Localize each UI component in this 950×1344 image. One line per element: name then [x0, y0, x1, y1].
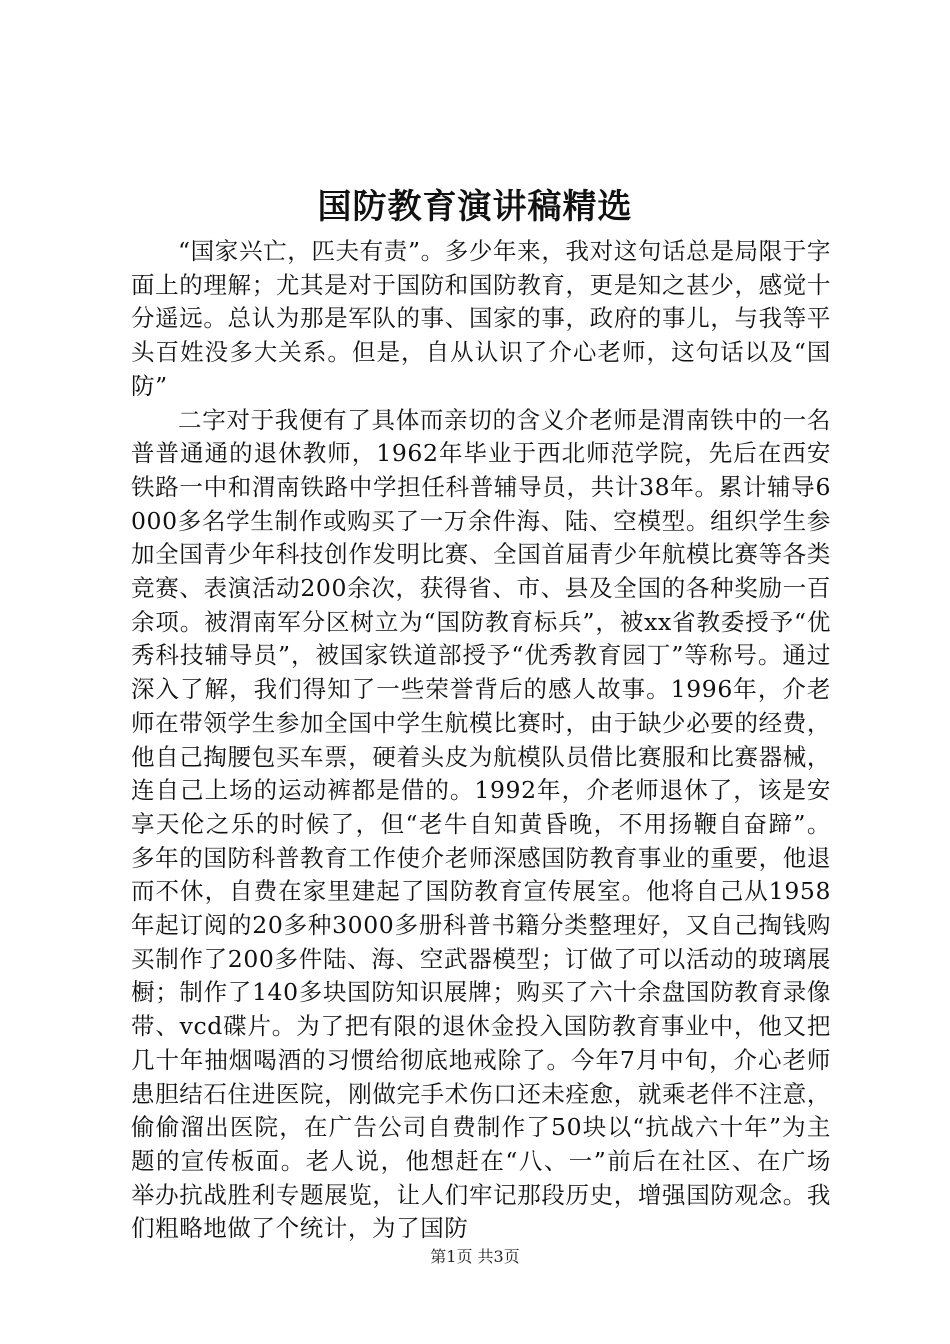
paragraph-1: “国家兴亡，匹夫有责”。多少年来，我对这句话总是局限于字面上的理解；尤其是对于国防和国防教育，更是知之甚少，感觉十分遥远。总认为那是军队的事、国家的事，政府的事儿，与我等平头百姓没多大关系。但是，自从认识了介心老师，这句话以及“国防” [131, 237, 831, 400]
document-title: 国防教育演讲稿精选 [317, 187, 633, 227]
paragraph-2: 二字对于我便有了具体而亲切的含义介老师是渭南铁中的一名普普通通的退休教师，1962年毕业于西北师范学院，先后在西安铁路一中和渭南铁路中学担任科普辅导员，共计38年。累计辅导6000多名学生制作或购买了一万余件海、陆、空模型。组织学生参加全国青少年科技创作发明比赛、全国首届青少年航模比赛等各类竞赛、表演活动200余次，获得省、市、县及全国的各种奖励一百余项。被渭南军分区树立为“国防教育标兵”，被xx省教委授予“优秀科技辅导员”，被国家铁道部授予“优秀教育园丁”等称号。通过深入了解，我们得知了一些荣誉背后的感人故事。1996年，介老师在带领学生参加全国中学生航模比赛时，由于缺少必要的经费，他自己掏腰包买车票，硬着头皮为航模队员借比赛服和比赛器械，连自己上场的运动裤都是借的。1992年，介老师退休了，该是安享天伦之乐的时候了，但“老牛自知黄昏晚，不用扬鞭自奋蹄”。多年的国防科普教育工作使介老师深感国防教育事业的重要，他退而不休，自费在家里建起了国防教育宣传展室。他将自己从1958年起订阅的20多种3000多册科普书籍分类整理好，又自己掏钱购买制作了200多件陆、海、空武器模型；订做了可以活动的玻璃展橱；制作了140多块国防知识展牌；购买了六十余盘国防教育录像带、vcd碟片。为了把有限的退休金投入国防教育事业中，他又把几十年抽烟喝酒的习惯给彻底地戒除了。今年7月中旬，介心老师患胆结石住进医院，刚做完手术伤口还未痊愈，就乘老伴不注意，偷偷溜出医院，在广告公司自费制作了50块以“抗战六十年”为主题的宣传板面。老人说，他想赶在“八、一”前后在社区、在广场举办抗战胜利专题展览，让人们牢记那段历史，增强国防观念。我们粗略地做了个统计，为了国防 [131, 405, 831, 1243]
page-number-footer: 第1页 共3页 [430, 1247, 520, 1266]
document-body [131, 235, 831, 1246]
